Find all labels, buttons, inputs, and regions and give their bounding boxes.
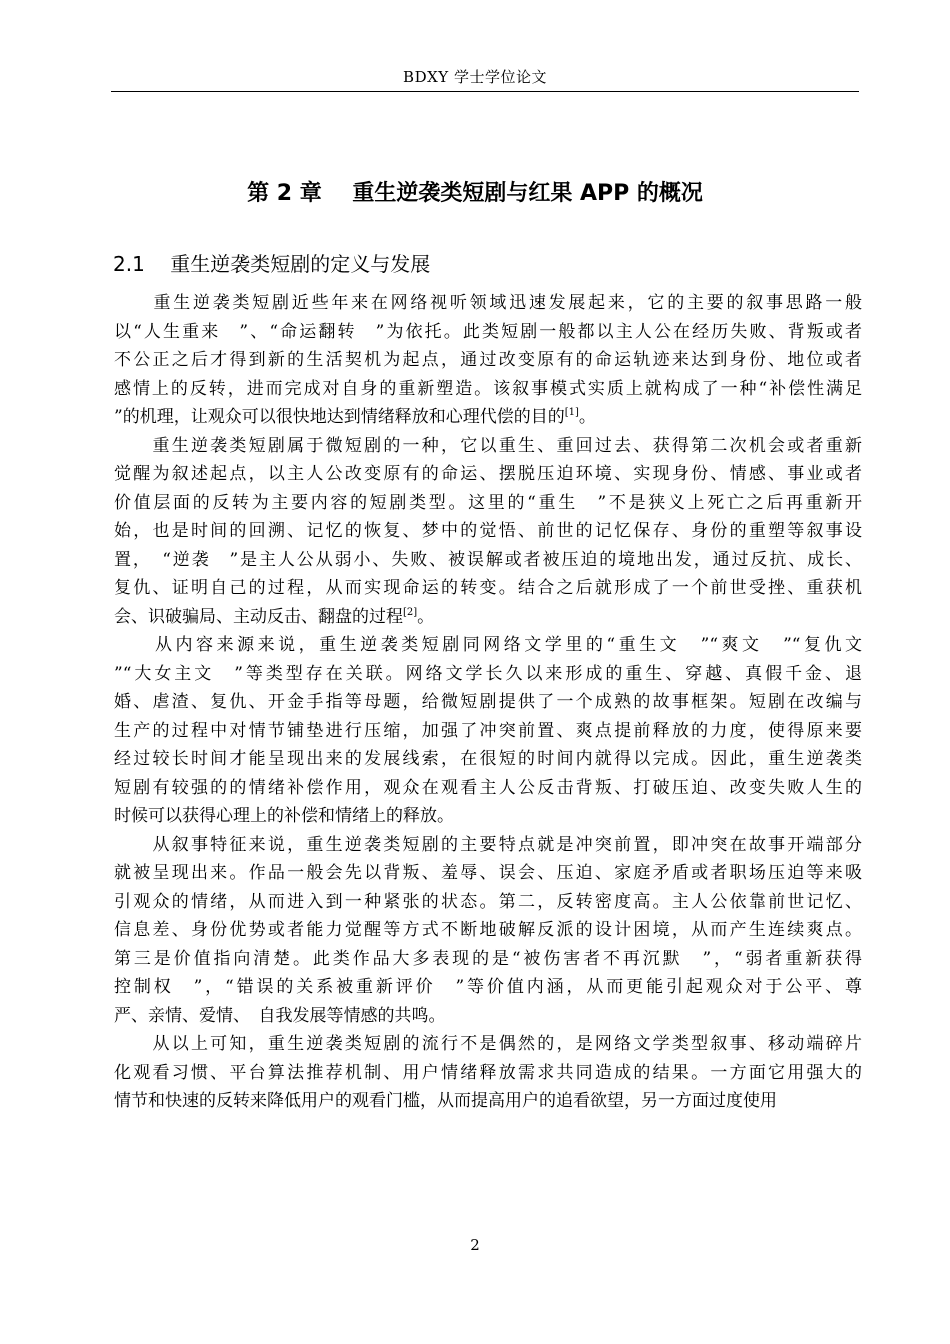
line-text: 感情上的反转，进而完成对自身的重新塑造。该叙事模式实质上就构成了一种“补偿性满足 bbox=[114, 378, 862, 399]
paragraph-line bbox=[114, 460, 862, 489]
line-text: ”的机理，让观众可以很快地达到情绪释放和心理代偿的目的 bbox=[114, 407, 565, 427]
line-text: 引观众的情绪，从而进入到一种紧张的状态。第二，反转密度高。主人公依靠前世记忆、 bbox=[114, 891, 862, 912]
line-tail: 。 bbox=[578, 407, 596, 427]
line-text: 化观看习惯、平台算法推荐机制、用户情绪释放需求共同造成的结果。一方面它用强大的 bbox=[114, 1062, 862, 1083]
line-tail: 。 bbox=[417, 606, 435, 627]
paragraph-line bbox=[114, 603, 862, 632]
line-text: 复仇、证明自己的过程，从而实现命运的转变。结合之后就形成了一个前世受挫、重获机 bbox=[114, 578, 862, 598]
paragraph bbox=[114, 289, 862, 432]
line-text: 严、亲情、爱情、 自我发展等情感的共鸣。 bbox=[114, 1005, 446, 1026]
line-text: 不公正之后才得到新的生活契机为起点，通过改变原有的命运轨迹来达到身份、地位或者 bbox=[114, 350, 862, 370]
line-text: 信息差、身份优势或者能力觉醒等方式不断地破解反派的设计困境，从而产生连续爽点。 bbox=[114, 920, 862, 940]
paragraph-line bbox=[114, 745, 862, 774]
line-text: 就被呈现出来。作品一般会先以背叛、羞辱、误会、压迫、家庭矛盾或者职场压迫等来吸 bbox=[114, 863, 862, 883]
paragraph-line bbox=[114, 1030, 862, 1059]
citation-marker: [1] bbox=[564, 407, 579, 418]
paragraph bbox=[114, 831, 862, 1031]
paragraph-line bbox=[114, 631, 862, 660]
paragraph-line bbox=[114, 346, 862, 375]
paragraph bbox=[114, 631, 862, 831]
paragraph-line bbox=[114, 859, 862, 888]
line-text: 第三是价值指向清楚。此类作品大多表现的是“被伤害者不再沉默 ”，“弱者重新获得 bbox=[114, 948, 862, 969]
citation-marker: [2] bbox=[403, 606, 418, 618]
chapter-title: 第 2 章 重生逆袭类短剧与红果 APP 的概况 bbox=[247, 181, 703, 206]
line-text: 会、识破骗局、主动反击、翻盘的过程 bbox=[114, 606, 403, 627]
line-text: 重生逆袭类短剧近些年来在网络视听领域迅速发展起来，它的主要的叙事思路一般 bbox=[114, 293, 862, 313]
paragraph-line bbox=[114, 1087, 862, 1116]
line-text: 重生逆袭类短剧属于微短剧的一种，它以重生、重回过去、获得第二次机会或者重新 bbox=[114, 435, 862, 456]
paragraph-line bbox=[114, 517, 862, 546]
line-text: 以“人生重来 ”、“命运翻转 ”为依托。此类短剧一般都以主人公在经历失败、背叛或者 bbox=[114, 321, 862, 342]
paragraph-line bbox=[114, 318, 862, 347]
paragraph-line bbox=[114, 375, 862, 404]
line-text: 时候可以获得心理上的补偿和情绪上的释放。 bbox=[114, 806, 454, 826]
paragraph-line bbox=[114, 717, 862, 746]
line-text: ”“大女主文 ”等类型存在关联。网络文学长久以来形成的重生、穿越、真假千金、退 bbox=[114, 663, 862, 684]
paragraph-line bbox=[114, 888, 862, 917]
line-text: 置， “逆袭 ”是主人公从弱小、失败、被误解或者被压迫的境地出发，通过反抗、成长、 bbox=[114, 549, 862, 570]
line-text: 从以上可知，重生逆袭类短剧的流行不是偶然的，是网络文学类型叙事、移动端碎片 bbox=[114, 1034, 862, 1054]
paragraph bbox=[114, 1030, 862, 1116]
paragraph-line bbox=[114, 1002, 862, 1031]
body-text bbox=[114, 289, 862, 1116]
paragraph-line bbox=[114, 546, 862, 575]
paragraph-line bbox=[114, 916, 862, 945]
line-text: 生产的过程中对情节铺垫进行压缩，加强了冲突前置、爽点提前释放的力度，使得原来要 bbox=[114, 720, 862, 741]
paragraph bbox=[114, 432, 862, 632]
page-number: 2 bbox=[470, 1236, 480, 1254]
header-rule bbox=[111, 91, 859, 92]
line-text: 价值层面的反转为主要内容的短剧类型。这里的“重生 ”不是狭义上死亡之后再重新开 bbox=[114, 492, 862, 513]
paragraph-line bbox=[114, 403, 862, 432]
line-text: 婚、虐渣、复仇、开金手指等母题，给微短剧提供了一个成熟的故事框架。短剧在改编与 bbox=[114, 692, 862, 712]
paragraph-line bbox=[114, 831, 862, 860]
line-text: 从叙事特征来说，重生逆袭类短剧的主要特点就是冲突前置，即冲突在故事开端部分 bbox=[114, 834, 862, 855]
paragraph-line bbox=[114, 574, 862, 603]
paragraph-line bbox=[114, 660, 862, 689]
paragraph-line bbox=[114, 289, 862, 318]
line-text: 始，也是时间的回溯、记忆的恢复、梦中的觉悟、前世的记忆保存、身份的重塑等叙事设 bbox=[114, 521, 862, 541]
section-title: 2.1 重生逆袭类短剧的定义与发展 bbox=[113, 252, 431, 276]
paragraph-line bbox=[114, 774, 862, 803]
paragraph-line bbox=[114, 432, 862, 461]
line-text: 觉醒为叙述起点，以主人公改变原有的命运、摆脱压迫环境、实现身份、情感、事业或者 bbox=[114, 464, 862, 484]
line-text: 经过较长时间才能呈现出来的发展线索，在很短的时间内就得以完成。因此，重生逆袭类 bbox=[114, 749, 862, 769]
paragraph-line bbox=[114, 1059, 862, 1088]
line-text: 控制权 ”，“错误的关系被重新评价 ”等价值内涵，从而更能引起观众对于公平、尊 bbox=[114, 977, 862, 997]
paragraph-line bbox=[114, 802, 862, 831]
paragraph-line bbox=[114, 973, 862, 1002]
paragraph-line bbox=[114, 945, 862, 974]
line-text: 短剧有较强的的情绪补偿作用，观众在观看主人公反击背叛、打破压迫、改变失败人生的 bbox=[114, 777, 862, 798]
running-header: BDXY 学士学位论文 bbox=[403, 68, 547, 86]
paragraph-line bbox=[114, 688, 862, 717]
paragraph-line bbox=[114, 489, 862, 518]
line-text: 从内容来源来说，重生逆袭类短剧同网络文学里的“重生文 ”“爽文 ”“复仇文 bbox=[114, 635, 862, 655]
line-text: 情节和快速的反转来降低用户的观看门槛，从而提高用户的追看欲望，另一方面过度使用 bbox=[114, 1091, 777, 1111]
